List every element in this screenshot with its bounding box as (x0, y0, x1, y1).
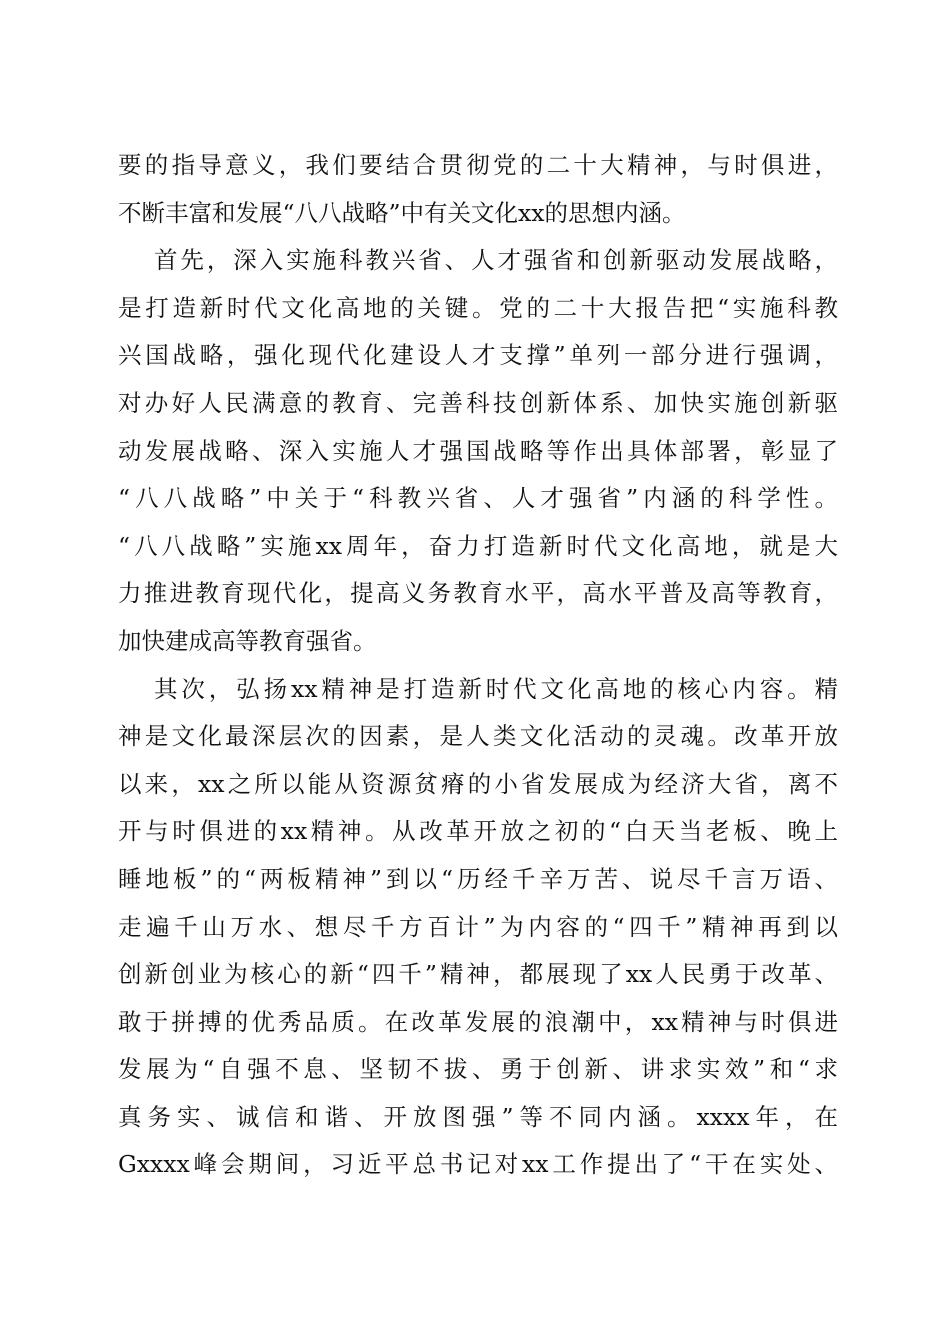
text-line: 要的指导意义，我们要结合贯彻党的二十大精神，与时俱进， (118, 151, 838, 179)
text-line: 发展为“自强不息、坚韧不拔、勇于创新、讲求实效”和“求 (118, 1055, 838, 1084)
text-line: 动发展战略、深入实施人才强国战略等作出具体部署，彰显了 (118, 436, 838, 465)
text-line: 加快建成高等教育强省。 (118, 626, 377, 655)
text-line: 创新创业为核心的新“四千”精神，都展现了xx人民勇于改革、 (118, 960, 838, 989)
text-line: 神是文化最深层次的因素，是人类文化活动的灵魂。改革开放 (118, 722, 838, 751)
text-line: 敢于拼搏的优秀品质。在改革发展的浪潮中，xx精神与时俱进 (118, 1007, 838, 1036)
text-line: 是打造新时代文化高地的关键。党的二十大报告把“实施科教 (118, 293, 838, 322)
text-line: 睡地板”的“两板精神”到以“历经千辛万苦、说尽千言万语、 (118, 864, 838, 893)
text-line: 不断丰富和发展“八八战略”中有关文化xx的思想内涵。 (118, 198, 686, 227)
text-line: Gxxxx峰会期间，习近平总书记对xx工作提出了“干在实处、 (118, 1150, 838, 1179)
paragraph-first-line: 其次，弘扬xx精神是打造新时代文化高地的核心内容。精 (154, 674, 838, 703)
text-line: “八八战略”实施xx周年，奋力打造新时代文化高地，就是大 (118, 531, 838, 560)
text-line: 真务实、诚信和谐、开放图强”等不同内涵。xxxx年，在 (118, 1102, 838, 1131)
text-line: 开与时俱进的xx精神。从改革开放之初的“白天当老板、晚上 (118, 817, 838, 846)
text-line: 以来，xx之所以能从资源贫瘠的小省发展成为经济大省，离不 (118, 769, 838, 798)
text-line: 对办好人民满意的教育、完善科技创新体系、加快实施创新驱 (118, 388, 838, 417)
text-line: 力推进教育现代化，提高义务教育水平，高水平普及高等教育， (118, 579, 838, 608)
text-line: 走遍千山万水、想尽千方百计”为内容的“四千”精神再到以 (118, 912, 838, 941)
text-line: 兴国战略，强化现代化建设人才支撑”单列一部分进行强调， (118, 341, 838, 370)
paragraph-first-line: 首先，深入实施科教兴省、人才强省和创新驱动发展战略， (154, 246, 838, 275)
body-text (118, 142, 838, 1189)
text-line: “八八战略”中关于“科教兴省、人才强省”内涵的科学性。 (118, 484, 838, 513)
